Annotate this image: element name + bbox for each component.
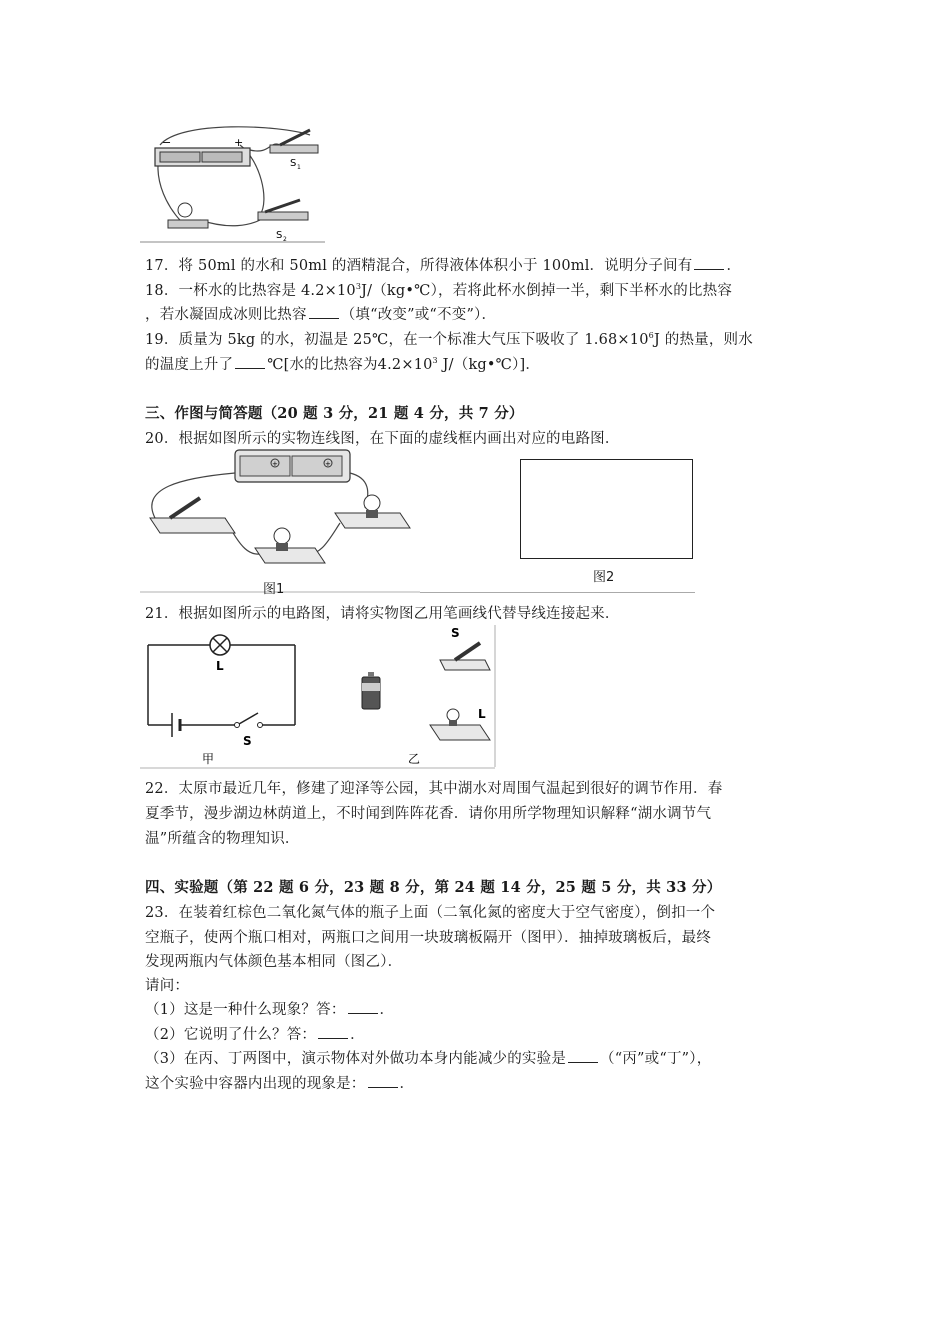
- q23-sub2-b: ．: [350, 1027, 365, 1043]
- question-23-line3: 发现两瓶内气体颜色基本相同（图乙）．: [145, 954, 403, 970]
- q23-sub3-b: （“丙”或“丁”），: [600, 1051, 712, 1067]
- q17-blank: [694, 257, 724, 270]
- question-22-line1: 22．太原市最近几年，修建了迎泽等公园，其中湖水对周围气温起到很好的调节作用．春: [145, 781, 723, 797]
- question-19-line1: [145, 328, 753, 349]
- q19-blank: [235, 356, 265, 369]
- question-19-line2: [145, 353, 540, 374]
- question-22-line3: 温”所蕴含的物理知识．: [145, 831, 300, 847]
- minus-sign: −: [162, 136, 172, 149]
- question-17: [145, 254, 741, 275]
- q19-line1-a: 19．质量为 5kg 的水，初温是 25℃，在一个标准大气压下吸收了 1.68×10: [145, 332, 649, 348]
- question-23-line2: 空瓶子，使两个瓶口相对，两瓶口之间用一块玻璃板隔开（图甲）．抽掉玻璃板后，最终: [145, 930, 712, 946]
- q23-sub1-blank: [348, 1001, 378, 1014]
- battery-plus-2: +: [325, 460, 331, 468]
- diagram-label-S: S: [243, 734, 252, 748]
- figure2-caption: 图2: [593, 570, 615, 585]
- figure1-caption: 图1: [263, 582, 285, 597]
- q23-sub1-a: （1）这是一种什么现象？答：: [145, 1002, 346, 1018]
- q19-sup2: 3: [432, 356, 438, 365]
- figure1-physical-circuit: [140, 448, 420, 593]
- switch2-label: S: [276, 230, 283, 241]
- question-22-line2: 夏季节，漫步湖边林荫道上，不时闻到阵阵花香．请你用所学物理知识解释“湖水调节气: [145, 806, 712, 822]
- caption-yi: 乙: [408, 752, 421, 766]
- q23-sub3-line2-blank: [368, 1075, 398, 1088]
- question-23-ask: 请问：: [145, 978, 190, 994]
- question-23-line1: 23．在装着红棕色二氧化氮气体的瓶子上面（二氧化氮的密度大于空气密度），倒扣一个: [145, 905, 716, 921]
- q19-sup1: 6: [648, 331, 654, 340]
- top-circuit-figure: [140, 120, 330, 245]
- object-label-L: L: [478, 707, 486, 721]
- q18-line2-a: ，若水凝固成冰则比热容: [145, 307, 307, 323]
- q19-line1-b: J 的热量，则水: [653, 332, 753, 348]
- q20-underline: [420, 592, 695, 593]
- q23-sub3-blank: [568, 1050, 598, 1063]
- q18-blank: [309, 306, 339, 319]
- question-23-sub3: [145, 1047, 711, 1068]
- caption-jia: 甲: [202, 752, 215, 766]
- q23-sub3-line2-b: ．: [399, 1076, 415, 1092]
- diagram-label-L: L: [216, 659, 224, 673]
- q23-sub2-a: （2）它说明了什么？答：: [145, 1027, 317, 1043]
- q17-end: ．: [726, 258, 742, 274]
- q18-line1-a: 18．一杯水的比热容是 4.2×10: [145, 283, 356, 299]
- q18-sup: 3: [355, 282, 362, 291]
- q23-sub3-line2-a: 这个实验中容器内出现的现象是：: [145, 1076, 366, 1092]
- q23-sub1-b: ．: [379, 1002, 395, 1018]
- question-21: 21．根据如图所示的电路图，请将实物图乙用笔画线代替导线连接起来．: [145, 606, 620, 622]
- q18-line2-b: （填“改变”或“不变”）．: [340, 307, 497, 323]
- question-23-sub2: [145, 1023, 365, 1044]
- q23-sub3-a: （3）在丙、丁两图中，演示物体对外做功本身内能减少的实验是: [145, 1051, 567, 1067]
- q18-line1-b: J/（kg•℃），若将此杯水倒掉一半，剩下半杯水的比热容: [361, 283, 733, 299]
- q23-sub2-blank: [318, 1026, 348, 1039]
- section3-heading: 三、作图与简答题（20 题 3 分，21 题 4 分，共 7 分）: [145, 405, 524, 422]
- q17-text: 17．将 50ml 的水和 50ml 的酒精混合，所得液体体积小于 100ml．说明分子间有: [145, 258, 693, 274]
- figure2-answer-box: [520, 459, 693, 559]
- switch1-sub: 1: [297, 164, 301, 171]
- q19-line2-c: J/（kg•℃）]．: [437, 357, 541, 373]
- battery-plus-1: +: [272, 460, 278, 468]
- figure-jia-circuit-diagram: [140, 625, 500, 770]
- section4-heading: 四、实验题（第 22 题 6 分，23 题 8 分，第 24 题 14 分，25 题 5 分，共 33 分）: [145, 879, 722, 896]
- q19-line2-a: 的温度上升了: [145, 357, 234, 373]
- object-label-S: S: [451, 626, 460, 640]
- question-23-sub3-line2: [145, 1072, 414, 1093]
- question-23-sub1: [145, 998, 394, 1019]
- question-20: 20．根据如图所示的实物连线图，在下面的虚线框内画出对应的电路图．: [145, 431, 620, 447]
- plus-sign: +: [234, 136, 244, 149]
- question-18-line2: [145, 303, 496, 324]
- q19-line2-b: ℃[水的比热容为4.2×10: [267, 357, 433, 373]
- switch2-sub: 2: [283, 236, 287, 243]
- question-18-line1: [145, 279, 732, 300]
- switch1-label: S: [290, 158, 297, 169]
